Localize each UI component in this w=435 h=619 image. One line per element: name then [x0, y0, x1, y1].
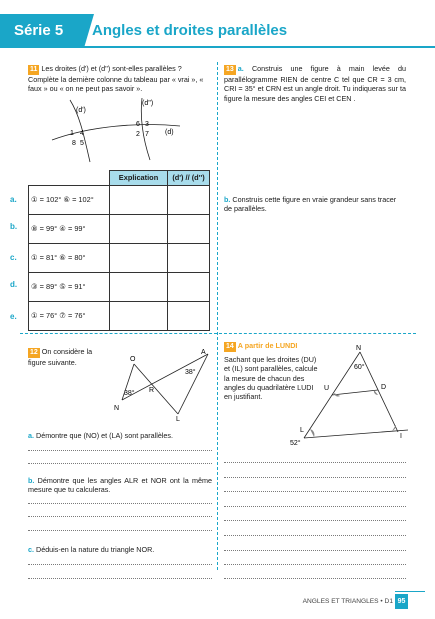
answer-cell[interactable] — [168, 244, 210, 273]
fig-label-A: A — [201, 349, 206, 356]
row-label: c. — [10, 253, 17, 262]
answer-line[interactable] — [224, 491, 406, 492]
answer-line[interactable] — [28, 564, 212, 565]
row-label: b. — [10, 222, 18, 231]
fig-angle-38b: 38° — [185, 369, 196, 376]
answer-line[interactable] — [28, 450, 212, 451]
answer-cell[interactable] — [168, 186, 210, 215]
fig-angle-7: 7 — [145, 131, 149, 138]
ex14-title: A partir de LUNDI — [237, 341, 298, 350]
answer-cell[interactable] — [168, 302, 210, 331]
col-explication: Explication — [110, 171, 168, 186]
fig-label-O: O — [130, 356, 136, 363]
ex13-part-a — [224, 64, 406, 103]
page-title: Angles et droites parallèles — [92, 22, 288, 39]
header-rule — [84, 46, 435, 48]
answer-line[interactable] — [224, 506, 406, 507]
ex12-c-label: c. — [28, 545, 34, 554]
fig-label-U: U — [324, 385, 330, 392]
fig-label-N: N — [114, 405, 120, 412]
ex13-b-label: b. — [224, 195, 231, 204]
table-row — [29, 215, 210, 244]
answer-cell[interactable] — [110, 215, 168, 244]
ex11-statement — [28, 64, 212, 94]
fig-angle-60: 60° — [354, 364, 365, 371]
answer-line[interactable] — [224, 550, 406, 551]
line-d-second — [141, 98, 150, 160]
answer-line[interactable] — [224, 520, 406, 521]
answer-cell[interactable] — [110, 244, 168, 273]
row-label: a. — [10, 195, 17, 204]
fig-angle-5: 5 — [80, 140, 84, 147]
ex12-question-a — [28, 431, 212, 440]
table-row — [29, 302, 210, 331]
footer-chapter: ANGLES ET TRIANGLES • D1 — [302, 598, 393, 605]
fig-label-L: L — [300, 427, 304, 434]
answer-line[interactable] — [224, 535, 406, 536]
answer-line[interactable] — [28, 530, 212, 531]
fig-angle-6: 6 — [136, 121, 140, 128]
ex13-part-b — [224, 195, 406, 214]
fig-angle-8: 8 — [72, 140, 76, 147]
ex13-b-text: Construis cette figure en vraie grandeur sans tracer de parallèles. — [224, 195, 397, 214]
col-parallel: (d') // (d'') — [168, 171, 210, 186]
row-label: e. — [10, 312, 17, 321]
fig-label-R: R — [149, 387, 155, 394]
answer-cell[interactable] — [168, 215, 210, 244]
column-divider — [217, 62, 218, 570]
fig-angle-2: 2 — [136, 131, 140, 138]
ex12-b-text: Démontre que les angles ALR et NOR ont la même mesure que tu calculeras. — [28, 476, 213, 495]
fig-angle-3: 3 — [145, 121, 149, 128]
ex12-a-label: a. — [28, 431, 34, 440]
table-row — [29, 244, 210, 273]
page-number: 95 — [395, 594, 408, 609]
ex11-number: 11 — [30, 66, 38, 73]
ex12-c-text: Déduis-en la nature du triangle NOR. — [36, 545, 155, 554]
row-data: ① = 76° ⑦ = 76° — [29, 302, 110, 331]
answer-line[interactable] — [28, 503, 212, 504]
page-header — [0, 14, 435, 48]
ex12-question-b — [28, 476, 212, 495]
answer-cell[interactable] — [110, 186, 168, 215]
ex11-figure — [50, 96, 190, 164]
fig-angle-52: 52° — [290, 440, 301, 447]
fig-label-L: L — [176, 416, 180, 423]
ex14-figure — [290, 342, 412, 448]
ex11-table — [28, 170, 210, 331]
answer-line[interactable] — [224, 462, 406, 463]
row-data: ① = 102° ⑥ = 102° — [29, 186, 110, 215]
answer-line[interactable] — [224, 477, 406, 478]
answer-line[interactable] — [28, 516, 212, 517]
row-label: d. — [10, 280, 18, 289]
row-data: ⑧ = 99° ④ = 99° — [29, 215, 110, 244]
ex12-b-label: b. — [28, 476, 35, 485]
fig-label-d: (d) — [165, 129, 174, 136]
fig-angle-38a: 38° — [124, 390, 135, 397]
ex13-number: 13 — [226, 66, 234, 73]
answer-line[interactable] — [28, 463, 212, 464]
answer-cell[interactable] — [168, 273, 210, 302]
table-row — [29, 186, 210, 215]
ex14-number: 14 — [226, 343, 234, 350]
table-row — [29, 273, 210, 302]
row-data: ③ = 89° ⑤ = 91° — [29, 273, 110, 302]
fig-angle-4: 4 — [80, 130, 84, 137]
answer-cell[interactable] — [110, 273, 168, 302]
fig-label-N: N — [356, 345, 362, 352]
ex12-question-c — [28, 545, 212, 554]
ex14-text: Sachant que les droites (DU) et (IL) sont parallèles, calcule la mesure de chacun des angles du quadrilatère LUDI en justifiant. — [224, 355, 318, 402]
footer-rule — [395, 591, 425, 592]
ex13-a-text: Construis une figure à main levée du parallélogramme RIEN de centre C tel que CR = 3 cm, CRI = 35° et CRN est un angle droit. Tu indiqueras sur ta figure la mesure des angles CEI et CEN . — [224, 64, 406, 103]
fig-angle-1: 1 — [70, 130, 74, 137]
ex12-intro-text: On considère la figure suivante. — [28, 347, 93, 367]
ex12-a-text: Démontre que (NO) et (LA) sont parallèles. — [36, 431, 174, 440]
answer-line[interactable] — [28, 578, 212, 579]
fig-label-d2: (d'') — [142, 100, 154, 107]
answer-line[interactable] — [224, 578, 406, 579]
ex13-a-label: a. — [237, 64, 244, 73]
fig-label-D: D — [381, 384, 387, 391]
row-data: ① = 81° ⑥ = 80° — [29, 244, 110, 273]
answer-line[interactable] — [224, 564, 406, 565]
answer-cell[interactable] — [110, 302, 168, 331]
ex12-figure — [108, 346, 216, 422]
ex11-text: Les droites (d') et (d'') sont-elles parallèles ? Complète la dernière colonne du tableau par « vrai », « faux » ou « on ne peut pas savoir ». — [28, 64, 204, 94]
ex12-number: 12 — [30, 349, 38, 356]
serie-badge: Série 5 — [0, 14, 84, 48]
fig-label-d1: (d') — [76, 107, 86, 114]
ex12-intro — [28, 347, 100, 367]
row-divider — [20, 333, 416, 334]
fig-label-I: I — [400, 433, 402, 440]
